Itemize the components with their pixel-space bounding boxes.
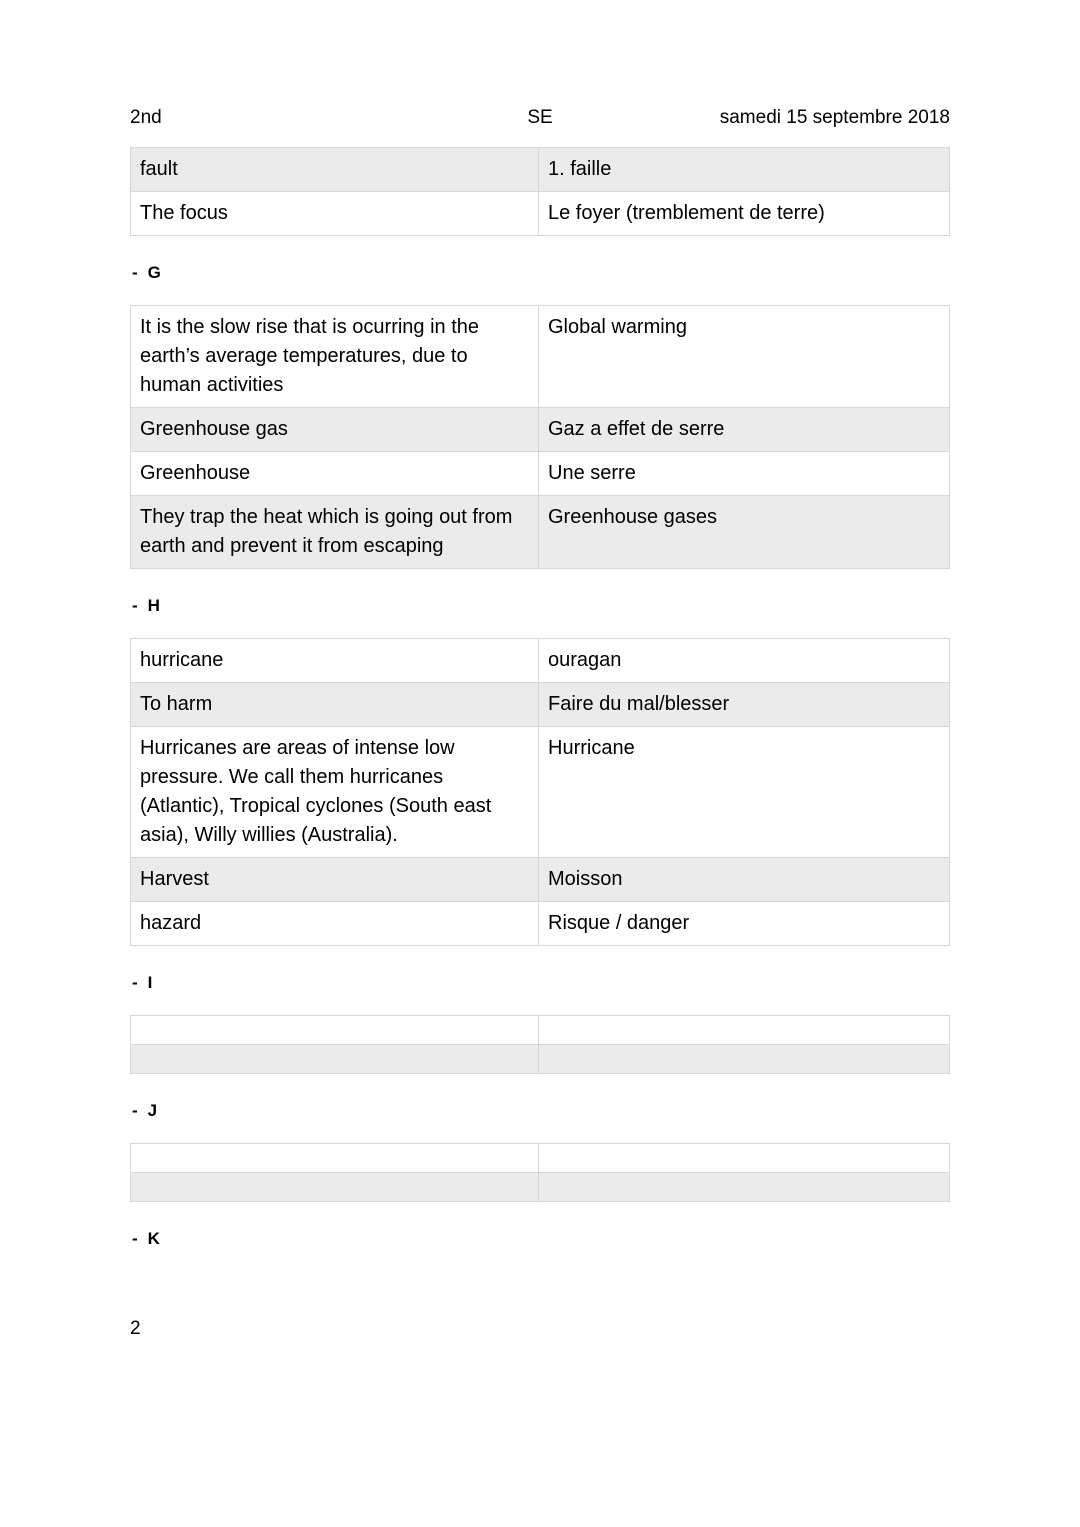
table-row	[131, 1144, 950, 1173]
section-letter: H	[147, 596, 160, 615]
translation-cell	[539, 1045, 950, 1074]
translation-cell: Greenhouse gases	[539, 496, 950, 569]
translation-cell: Le foyer (tremblement de terre)	[539, 192, 950, 236]
term-cell: The focus	[131, 192, 539, 236]
translation-cell: Risque / danger	[539, 902, 950, 946]
section-heading-k	[132, 1228, 950, 1249]
term-cell	[131, 1045, 539, 1074]
table-row	[131, 727, 950, 858]
section-heading-g	[132, 262, 950, 283]
term-cell: Hurricanes are areas of intense low pressure. We call them hurricanes (Atlantic), Tropical cyclones (South east asia), Willy willies (Australia).	[131, 727, 539, 858]
translation-cell	[539, 1173, 950, 1202]
term-cell: Harvest	[131, 858, 539, 902]
section-letter: G	[147, 263, 161, 282]
vocab-table-g	[130, 305, 950, 569]
translation-cell: Faire du mal/blesser	[539, 683, 950, 727]
section-letter: J	[147, 1101, 158, 1120]
table-row	[131, 683, 950, 727]
translation-cell: Gaz a effet de serre	[539, 408, 950, 452]
table-row	[131, 496, 950, 569]
table-row	[131, 1045, 950, 1074]
vocab-table-continued	[130, 147, 950, 236]
term-cell: Greenhouse gas	[131, 408, 539, 452]
section-letter: I	[147, 973, 153, 992]
term-cell	[131, 1144, 539, 1173]
dash-bullet-icon: -	[132, 596, 138, 615]
section-heading-j	[132, 1100, 950, 1121]
term-cell: hazard	[131, 902, 539, 946]
table-row	[131, 408, 950, 452]
table-row	[131, 1173, 950, 1202]
term-cell: They trap the heat which is going out from earth and prevent it from escaping	[131, 496, 539, 569]
header-date-label: samedi 15 septembre 2018	[719, 107, 950, 128]
dash-bullet-icon: -	[132, 1229, 138, 1248]
vocab-table-i	[130, 1015, 950, 1074]
table-row	[131, 639, 950, 683]
table-row	[131, 306, 950, 408]
translation-cell	[539, 1016, 950, 1045]
term-cell: hurricane	[131, 639, 539, 683]
page-number: 2	[130, 1318, 141, 1339]
table-row	[131, 1016, 950, 1045]
table-row	[131, 858, 950, 902]
term-cell: To harm	[131, 683, 539, 727]
translation-cell	[539, 1144, 950, 1173]
table-row	[131, 902, 950, 946]
vocabulary-sections	[130, 147, 950, 1249]
translation-cell: 1. faille	[539, 148, 950, 192]
translation-cell: Hurricane	[539, 727, 950, 858]
term-cell: It is the slow rise that is ocurring in the earth’s average temperatures, due to human activities	[131, 306, 539, 408]
table-row	[131, 452, 950, 496]
vocab-table-j	[130, 1143, 950, 1202]
dash-bullet-icon: -	[132, 1101, 138, 1120]
dash-bullet-icon: -	[132, 973, 138, 992]
dash-bullet-icon: -	[132, 263, 138, 282]
header-class-label: 2nd	[130, 107, 162, 128]
translation-cell: Global warming	[539, 306, 950, 408]
term-cell	[131, 1173, 539, 1202]
translation-cell: ouragan	[539, 639, 950, 683]
term-cell: Greenhouse	[131, 452, 539, 496]
page-header	[130, 106, 950, 130]
vocab-table-h	[130, 638, 950, 946]
translation-cell: Une serre	[539, 452, 950, 496]
term-cell: fault	[131, 148, 539, 192]
header-subject-label: SE	[527, 107, 553, 128]
section-heading-i	[132, 972, 950, 993]
translation-cell: Moisson	[539, 858, 950, 902]
section-letter: K	[147, 1229, 160, 1248]
section-heading-h	[132, 595, 950, 616]
term-cell	[131, 1016, 539, 1045]
table-row	[131, 148, 950, 192]
table-row	[131, 192, 950, 236]
